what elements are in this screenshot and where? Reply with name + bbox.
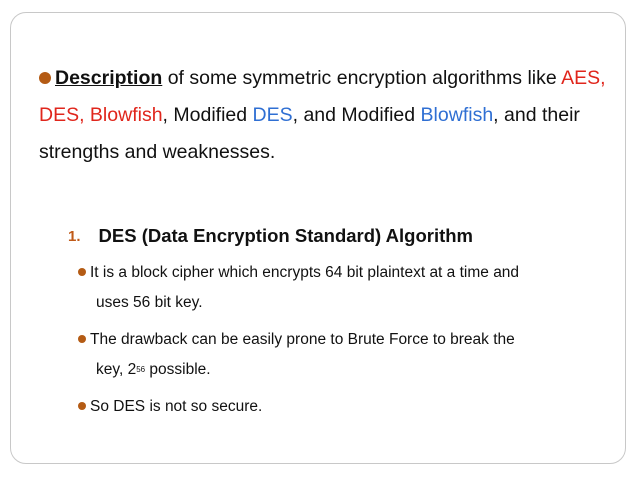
highlight-des: DES	[252, 104, 293, 126]
sub-bullet-2	[78, 325, 598, 387]
section-heading	[68, 225, 473, 247]
sub-bullet-2-line-1: The drawback can be easily prone to Brute Force to break the	[90, 331, 515, 348]
highlight-blowfish: Blowfish	[420, 104, 494, 126]
exponent: 56	[136, 365, 146, 374]
sub-bullet-1-line-1: It is a block cipher which encrypts 64 bit plaintext at a time and	[90, 264, 520, 281]
highlight-aes-des-blowfish: AES, DES, Blowfish	[39, 67, 606, 126]
sub-bullet-1-line-2: uses 56 bit key.	[96, 294, 203, 311]
sub-bullet-3-text: So DES is not so secure.	[90, 398, 263, 415]
section-title: DES (Data Encryption Standard) Algorithm	[98, 225, 473, 246]
main-text-3: , and Modified	[292, 104, 421, 126]
bullet-dot-icon	[39, 72, 51, 84]
sub-bullet-3	[78, 392, 598, 422]
description-heading: Description	[55, 67, 163, 89]
main-text-2: , Modified	[162, 104, 253, 126]
sub-bullet-2-line-2-pre: key, 2	[96, 361, 137, 378]
main-text-1: of some symmetric encryption algorithms like	[162, 67, 562, 89]
main-bullet	[39, 60, 609, 171]
sub-bullet-dot-icon	[78, 402, 86, 410]
sub-bullet-dot-icon	[78, 335, 86, 343]
sub-bullet-dot-icon	[78, 268, 86, 276]
main-text-4: , and their strengths and weaknesses.	[39, 104, 580, 163]
sub-bullet-1	[78, 258, 598, 318]
sub-bullet-2-line-2-post: possible.	[145, 361, 211, 378]
section-number: 1.	[68, 228, 81, 245]
